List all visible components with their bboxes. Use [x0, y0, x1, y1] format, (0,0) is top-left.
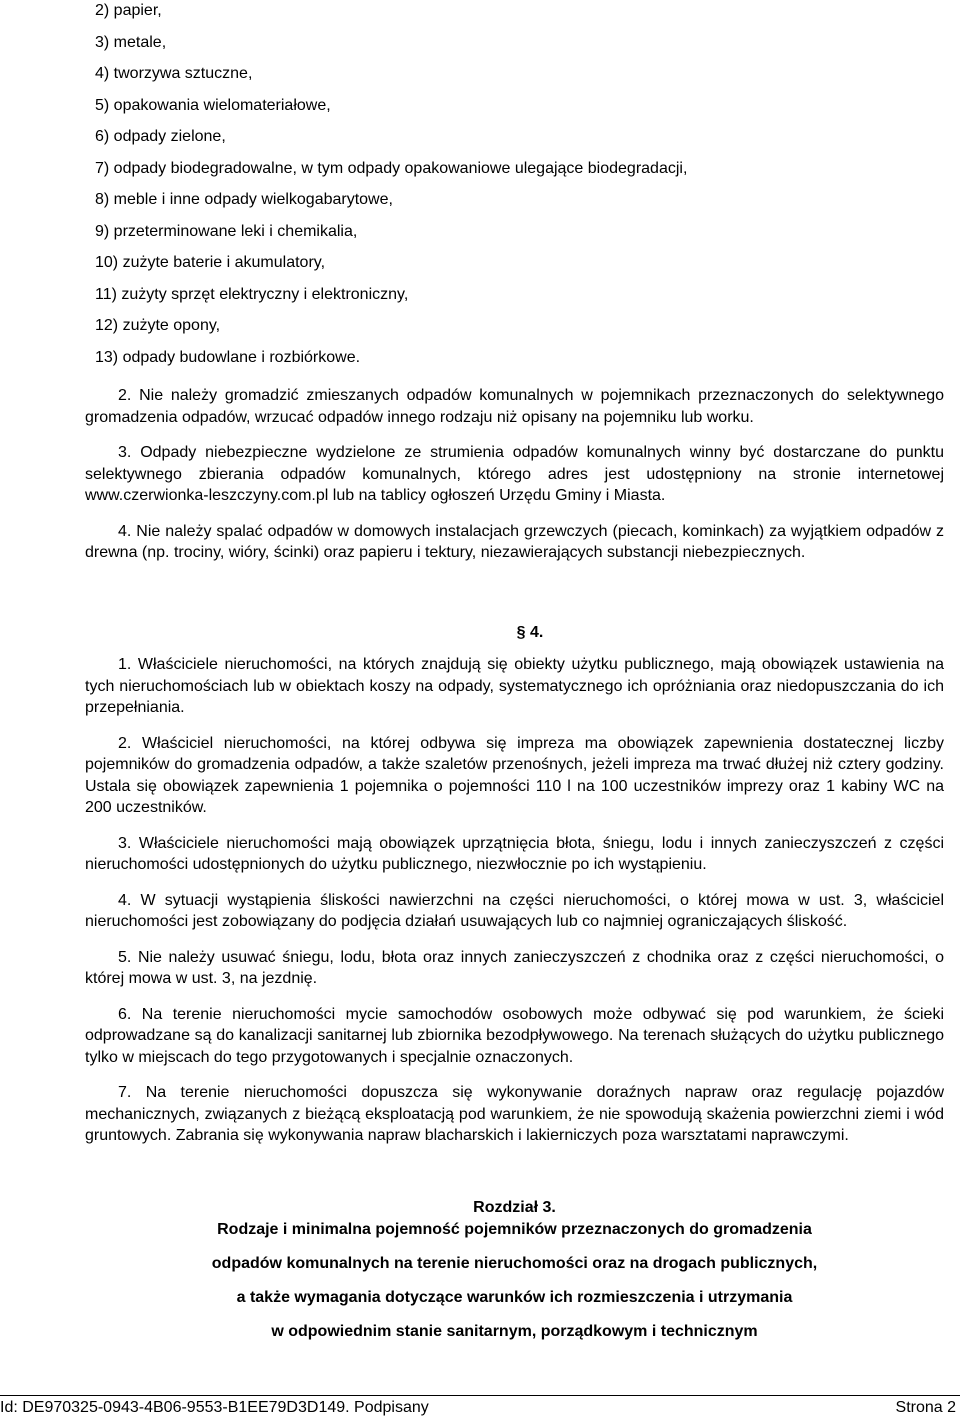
chapter-title-line: Rodzaje i minimalna pojemność pojemników przeznaczonych do gromadzenia: [217, 1221, 812, 1238]
list-item: 6) odpady zielone,: [95, 128, 226, 145]
list-item: 3) metale,: [95, 33, 167, 51]
list-item: 5) opakowania wielomateriałowe,: [95, 96, 331, 114]
list-item: 13) odpady budowlane i rozbiórkowe.: [95, 348, 361, 366]
section-4-paragraphs: [85, 654, 944, 1161]
section-3-paragraphs: [85, 385, 944, 578]
paragraph: 4. Nie należy spalać odpadów w domowych instalacjach grzewczych (piecach, kominkach) za wyjątkiem odpadów z drewna (np. trociny, wióry, ścinki) oraz papieru i tektury, niezawierających substancji niebezpiecznych.: [85, 522, 944, 561]
chapter-title-line: w odpowiednim stanie sanitarnym, porządkowym i technicznym: [271, 1323, 758, 1340]
chapter-heading: [85, 1197, 944, 1343]
list-item: 7) odpady biodegradowalne, w tym odpady opakowaniowe ulegające biodegradacji,: [95, 159, 688, 177]
list-item: 12) zużyte opony,: [95, 317, 221, 334]
page-number: Strona 2: [895, 1399, 956, 1416]
paragraph: 2. Nie należy gromadzić zmieszanych odpadów komunalnych w pojemnikach przeznaczonych do selektywnego gromadzenia odpadów, wrzucać odpadów innego rodzaju niż opisany na pojemniku lub worku.: [85, 387, 944, 426]
paragraph: 4. W sytuacji wystąpienia śliskości nawierzchni na części nieruchomości, o której mowa w ust. 3, właściciel nieruchomości jest zobowiązany do podjęcia działań usuwających lub co najmniej ograniczających śliskość.: [85, 891, 944, 930]
section-heading: § 4.: [516, 624, 544, 641]
list-item: 11) zużyty sprzęt elektryczny i elektroniczny,: [95, 285, 409, 303]
paragraph: 3. Właściciele nieruchomości mają obowiązek uprzątnięcia błota, śniegu, lodu i innych zanieczyszczeń z części nieruchomości udostępnionych do użytku publicznego, niezwłocznie po ich wystąpieniu.: [85, 834, 944, 873]
paragraph: 3. Odpady niebezpieczne wydzielone ze strumienia odpadów komunalnych winny być dostarczane do punktu selektywnego zbierania odpadów komunalnych, którego adres jest udostępniony na stronie internetowej www.czerwionka-leszczyny.com.pl lub na tablicy ogłoszeń Urzędu Gminy i Miasta.: [85, 444, 944, 504]
list-item: 2) papier,: [95, 2, 162, 19]
page-footer: [0, 1395, 960, 1420]
paragraph: 7. Na terenie nieruchomości dopuszcza się wykonywanie doraźnych napraw oraz regulację pojazdów mechanicznych, związanych z bieżącą eksploatacją pod warunkiem, że nie spowodują skażenia powierzchni ziemi i wód gruntowych. Zabrania się wykonywania napraw blacharskich i lakierniczych poza warsztatami naprawczymi.: [85, 1084, 944, 1144]
chapter-title-line: a także wymagania dotyczące warunków ich rozmieszczenia i utrzymania: [236, 1289, 793, 1306]
list-item: 10) zużyte baterie i akumulatory,: [95, 254, 326, 271]
chapter-title-line: odpadów komunalnych na terenie nieruchomości oraz na drogach publicznych,: [211, 1255, 818, 1272]
paragraph: 6. Na terenie nieruchomości mycie samochodów osobowych może odbywać się pod warunkiem, że ścieki odprowadzane są do kanalizacji sanitarnej lub zbiornika bezodpływowego. Na terenach służących do użytku publicznego tylko w miejscach do tego przygotowanych i specjalnie oznaczonych.: [85, 1005, 944, 1066]
list-item: 9) przeterminowane leki i chemikalia,: [95, 222, 358, 240]
paragraph: 1. Właściciele nieruchomości, na których znajdują się obiekty użytku publicznego, mają obowiązek ustawienia na tych nieruchomościach lub w obiektach koszy na odpady, systematycznego ich opróżniania oraz niedopuszczania do ich przepełniania.: [85, 656, 944, 716]
paragraph: 5. Nie należy usuwać śniegu, lodu, błota oraz innych zanieczyszczeń z chodnika oraz z części nieruchomości, o której mowa w ust. 3, na jezdnię.: [85, 948, 944, 987]
list-item: 4) tworzywa sztuczne,: [95, 65, 253, 82]
list-item: 8) meble i inne odpady wielkogabarytowe,: [95, 191, 393, 208]
paragraph: 2. Właściciel nieruchomości, na której odbywa się impreza ma obowiązek zapewnienia dostatecznej liczby pojemników do gromadzenia odpadów, a także szaletów przenośnych, jeżeli impreza ma trwać dłużej niż cztery godziny. Ustala się obowiązek zapewnienia 1 pojemnika o pojemności 110 l na 100 uczestników imprezy oraz 1 kabiny WC na 200 uczestników.: [85, 734, 944, 816]
waste-fraction-list: [95, 0, 915, 378]
document-id: Id: DE970325-0943-4B06-9553-B1EE79D3D149. Podpisany: [0, 1399, 429, 1416]
chapter-label: Rozdział 3.: [473, 1199, 556, 1216]
